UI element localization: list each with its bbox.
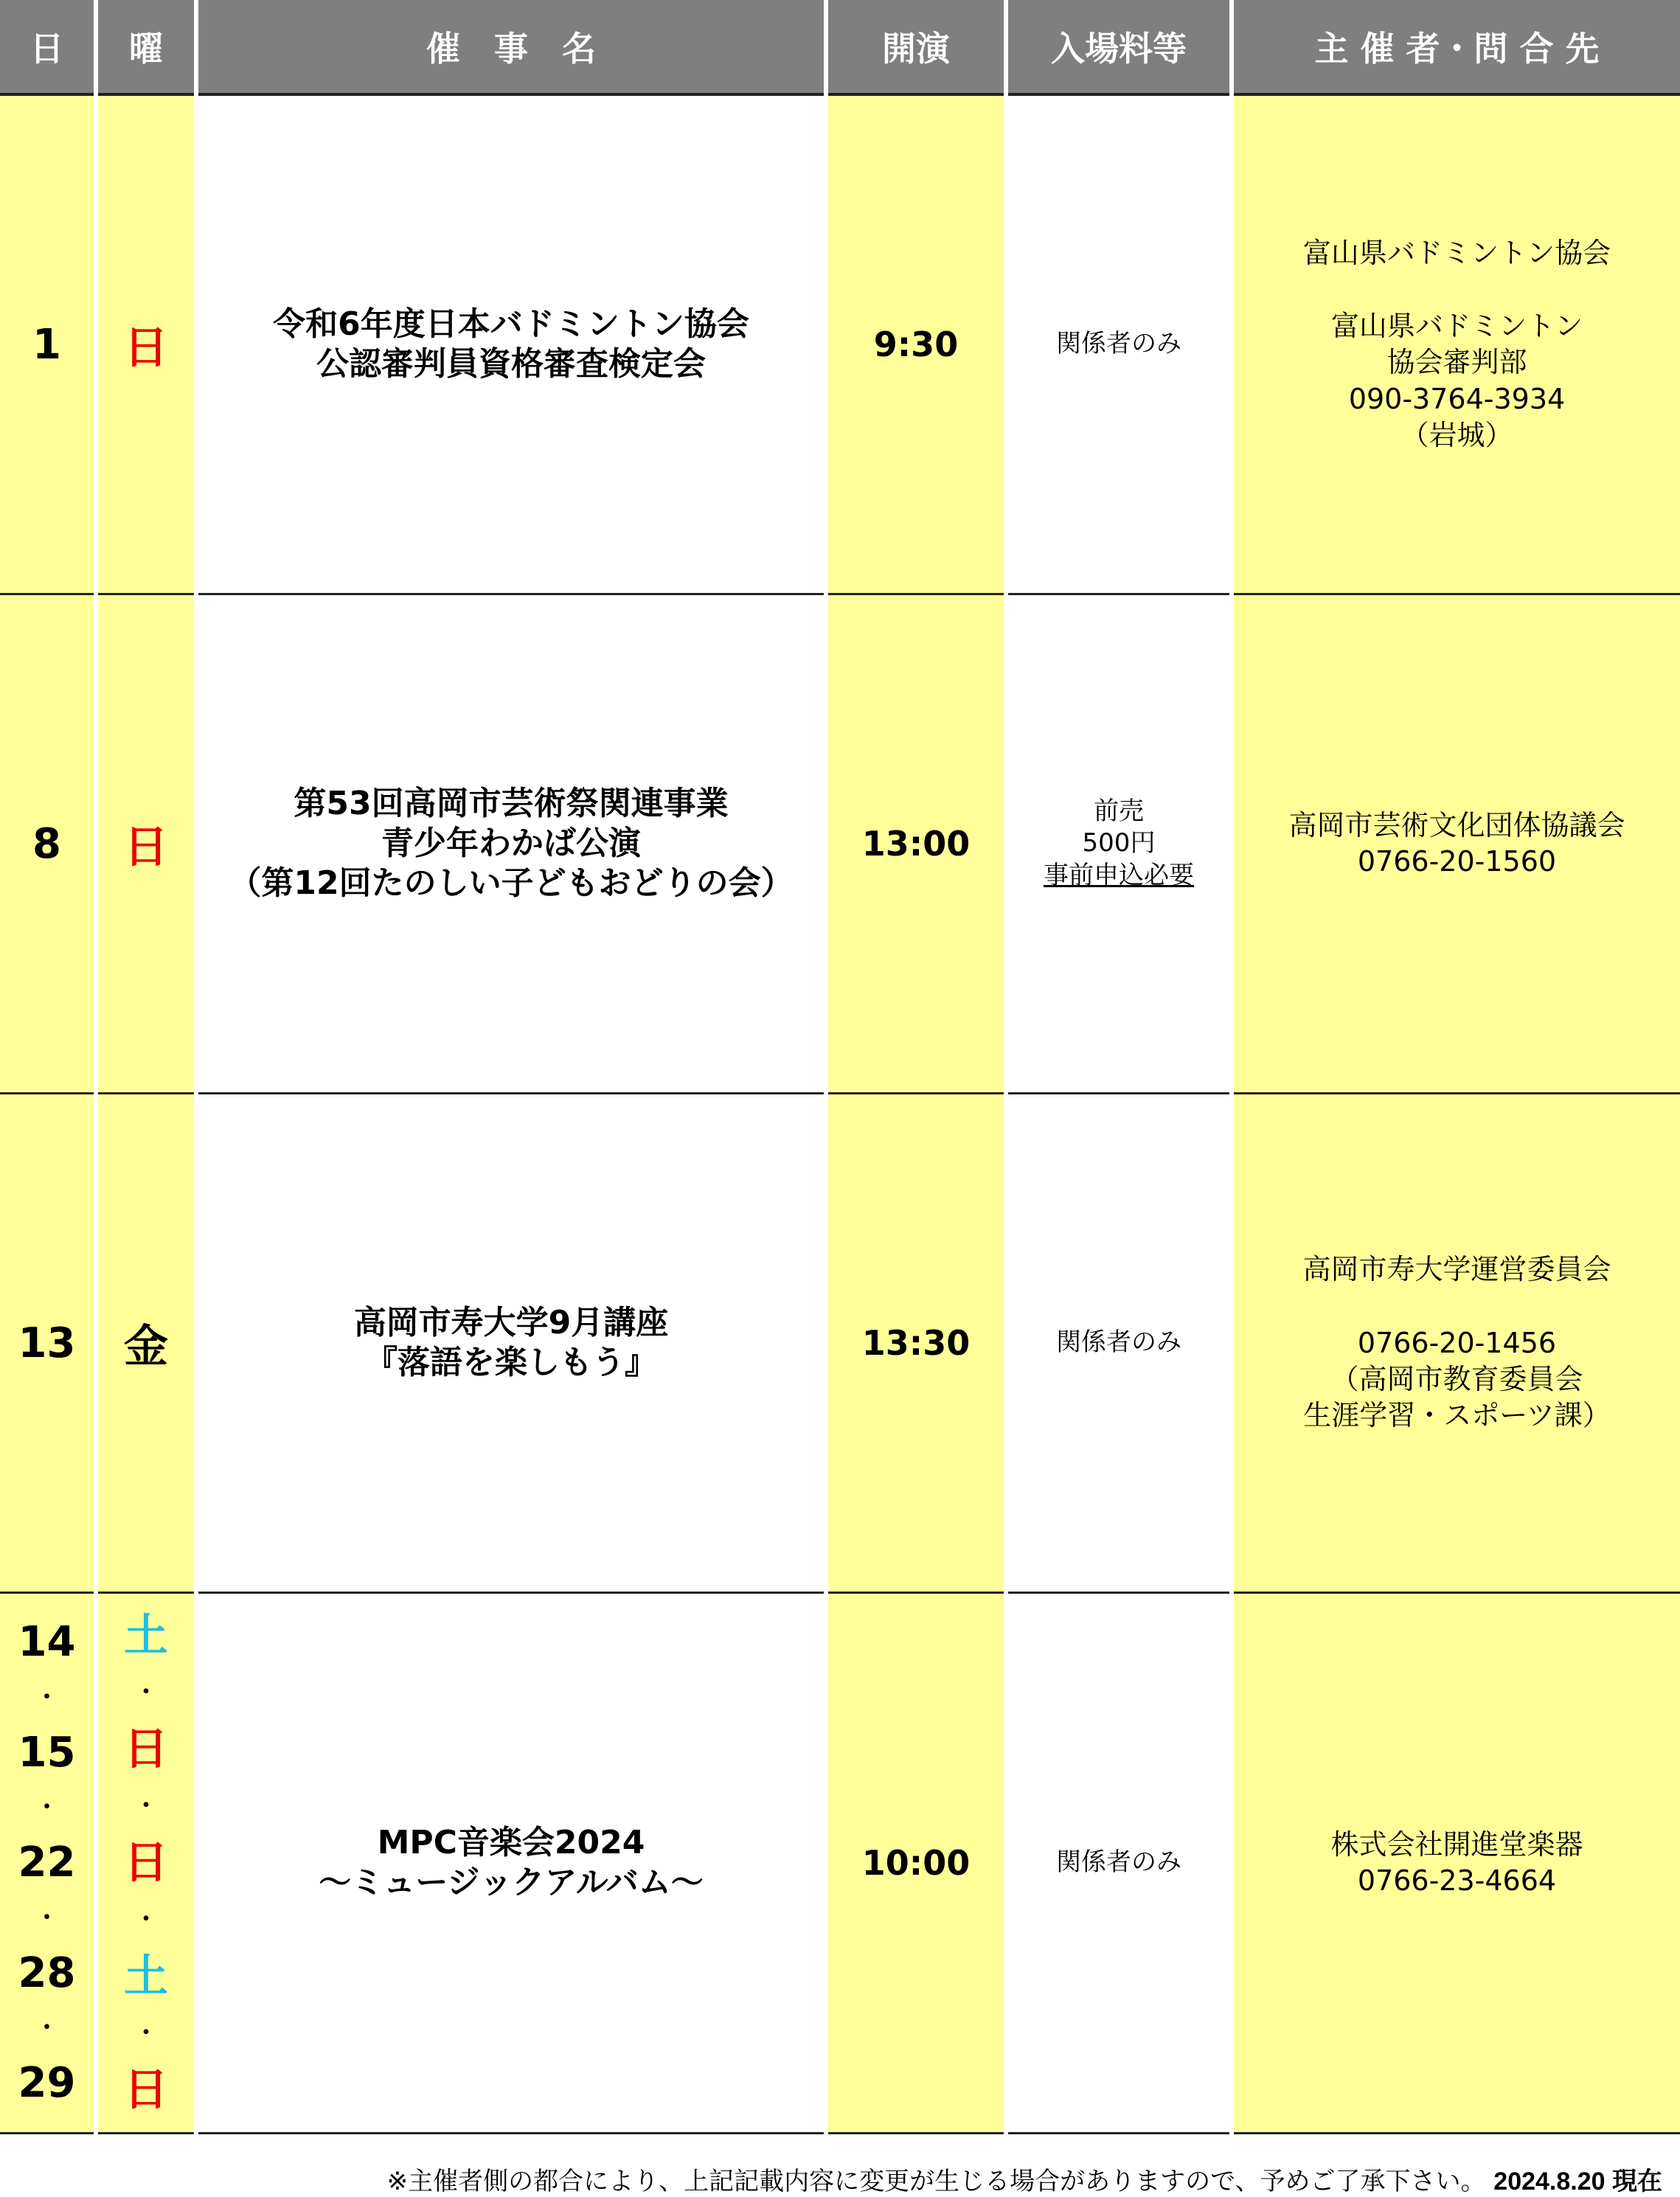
day-cell [0, 94, 96, 594]
event-name-line: （第12回たのしい子どもおどりの会） [229, 864, 794, 902]
weekday-label: 日 [124, 822, 168, 873]
day-separator: ・ [33, 1681, 60, 1712]
start-time: 13:30 [861, 1323, 971, 1363]
organizer-line: 協会審判部 [1386, 346, 1527, 379]
event-name-cell [196, 1593, 826, 2134]
weekday-label: 日 [124, 2064, 168, 2116]
event-name-cell [196, 94, 826, 594]
day-separator: ・ [33, 1792, 60, 1823]
organizer-line: 株式会社開進堂楽器 [1330, 1828, 1583, 1861]
organizer-line: 富山県バドミントン [1330, 309, 1583, 342]
admission-cell [1006, 1094, 1232, 1593]
header-row [0, 0, 1680, 94]
organizer-cell [1232, 1094, 1680, 1593]
day-cell [0, 594, 96, 1094]
start-time-cell [826, 594, 1006, 1094]
admission-line: 前売 [1094, 796, 1144, 826]
weekday-cell [96, 594, 196, 1094]
weekday-cell [96, 94, 196, 594]
admission-line: 500円 [1082, 828, 1156, 858]
day-number: 1 [32, 320, 61, 369]
admission-cell [1006, 1593, 1232, 2134]
weekday-label: 日 [124, 1724, 168, 1775]
weekday-label: 金 [124, 1321, 168, 1372]
table-row [0, 94, 1680, 594]
weekday-separator: ・ [132, 2018, 159, 2048]
organizer-line: （岩城） [1400, 419, 1513, 452]
organizer-cell [1232, 594, 1680, 1094]
organizer-phone: 0766-23-4664 [1357, 1864, 1557, 1897]
weekday-label: 日 [124, 1837, 168, 1889]
day-cell [0, 1593, 96, 2134]
start-time: 9:30 [873, 324, 959, 364]
day-number: 13 [18, 1319, 76, 1367]
admission-note: 事前申込必要 [1044, 860, 1194, 890]
weekday-cell [96, 1593, 196, 2134]
weekday-label: 日 [124, 322, 168, 374]
organizer-line: （高岡市教育委員会 [1330, 1363, 1583, 1395]
header-organizer: 主 催 者・問 合 先 [1232, 0, 1680, 94]
start-time-cell [826, 1094, 1006, 1593]
organizer-cell [1232, 1593, 1680, 2134]
day-separator: ・ [33, 1902, 60, 1933]
day-number: 14 [18, 1618, 76, 1667]
table-row [0, 594, 1680, 1094]
organizer-gap [1234, 271, 1680, 308]
admission-cell [1006, 94, 1232, 594]
organizer-line: 生涯学習・スポーツ課） [1303, 1399, 1611, 1432]
admission-cell [1006, 594, 1232, 1094]
day-cell [0, 1094, 96, 1593]
weekday-label: 土 [124, 1951, 168, 2002]
day-number: 29 [18, 2059, 76, 2108]
event-name-line: ～ミュージックアルバム～ [319, 1864, 704, 1901]
header-admission: 入場料等 [1006, 0, 1232, 94]
admission-line: 関係者のみ [1056, 1847, 1181, 1878]
event-name-line: 第53回高岡市芸術祭関連事業 [294, 785, 729, 823]
weekday-separator: ・ [132, 1904, 159, 1934]
organizer-phone: 0766-20-1560 [1357, 845, 1557, 878]
weekday-cell [96, 1094, 196, 1593]
event-name-line: 高岡市寿大学9月講座 [353, 1304, 669, 1342]
header-event-name: 催 事 名 [196, 0, 826, 94]
event-name-line: 令和6年度日本バドミントン協会 [273, 305, 749, 344]
organizer-line: 富山県バドミントン協会 [1302, 236, 1611, 269]
footnote-text: ※主催者側の都合により、上記記載内容に変更が生じる場合がありますので、予めご了承下さい。 [386, 2167, 1486, 2196]
start-time-cell [826, 94, 1006, 594]
start-time: 10:00 [861, 1843, 971, 1883]
day-number: 15 [18, 1728, 76, 1777]
table-row [0, 1593, 1680, 2134]
day-number: 22 [18, 1839, 76, 1887]
day-number: 8 [32, 819, 61, 868]
event-name-line: 『落語を楽しもう』 [365, 1344, 657, 1381]
start-time-cell [826, 1593, 1006, 2134]
organizer-cell [1232, 94, 1680, 594]
event-name-line: 青少年わかば公演 [381, 825, 641, 863]
footnote-date: 2024.8.20 現在 [1493, 2168, 1662, 2196]
day-separator: ・ [33, 2013, 60, 2044]
event-name-cell [196, 1094, 826, 1593]
start-time: 13:00 [861, 824, 971, 864]
weekday-separator: ・ [132, 1791, 159, 1821]
admission-line: 関係者のみ [1056, 1327, 1181, 1358]
organizer-phone: 090-3764-3934 [1348, 382, 1566, 415]
event-name-cell [196, 594, 826, 1094]
organizer-line: 高岡市寿大学運営委員会 [1302, 1253, 1611, 1286]
event-name-line: 公認審判員資格審査検定会 [316, 345, 706, 383]
event-name-line: MPC音楽会2024 [377, 1824, 645, 1862]
table-row [0, 1094, 1680, 1593]
organizer-gap [1234, 1288, 1680, 1325]
weekday-label: 土 [124, 1610, 168, 1662]
header-day: 日 [0, 0, 96, 94]
header-start-time: 開演 [826, 0, 1006, 94]
admission-line: 関係者のみ [1056, 329, 1181, 359]
weekday-separator: ・ [132, 1677, 159, 1707]
organizer-line: 高岡市芸術文化団体協議会 [1288, 808, 1625, 841]
day-number: 28 [18, 1948, 76, 1997]
organizer-phone: 0766-20-1456 [1357, 1326, 1557, 1359]
header-weekday: 曜 [96, 0, 196, 94]
